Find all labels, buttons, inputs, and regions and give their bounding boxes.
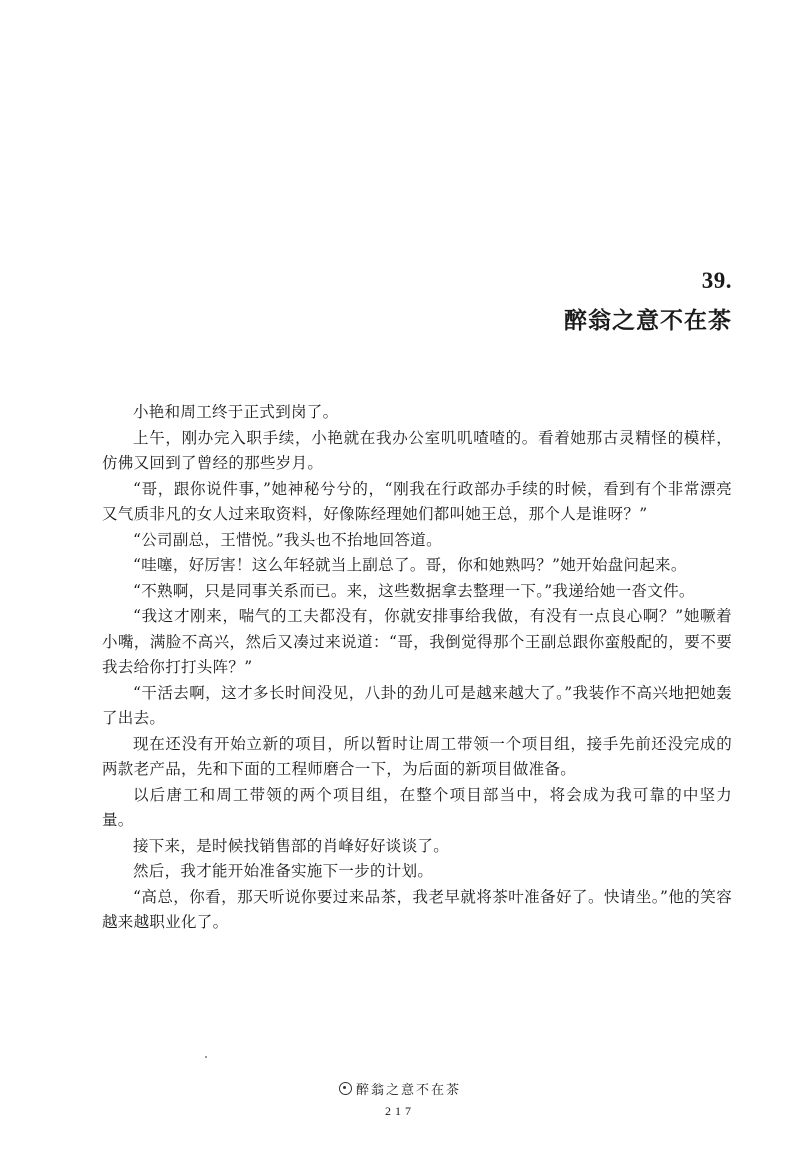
paragraph: “高总，你看，那天听说你要过来品茶，我老早就将茶叶准备好了。快请坐。”他的笑容越来越职业化了。: [102, 887, 732, 931]
paragraph: “干活去啊，这才多长时间没见，八卦的劲儿可是越来越大了。”我装作不高兴地把她轰了出去。: [102, 683, 732, 727]
running-title: 醉翁之意不在茶: [355, 1083, 461, 1098]
paragraph: “哇噻，好厉害！这么年轻就当上副总了。哥，你和她熟吗？”她开始盘问起来。: [133, 556, 687, 574]
running-footer: [0, 1079, 800, 1098]
paragraph: 接下来，是时候找销售部的肖峰好好谈谈了。: [133, 836, 450, 855]
paragraph: 上午，刚办完入职手续，小艳就在我办公室叽叽喳喳的。看着她那古灵精怪的模样，仿佛又回到了曾经的那些岁月。: [102, 428, 732, 472]
paragraph: 以后唐工和周工带领的两个项目组，在整个项目部当中，将会成为我可靠的中坚力量。: [102, 785, 732, 829]
paragraph: “我这才刚来，喘气的工夫都没有，你就安排事给我做，有没有一点良心啊？”她噘着小嘴，满脸不高兴，然后又凑过来说道：“哥，我倒觉得那个王副总跟你蛮般配的，要不要我去给你打打头阵？”: [102, 607, 732, 676]
paragraph: 现在还没有开始立新的项目，所以暂时让周工带领一个项目组，接手先前还没完成的两款老产品，先和下面的工程师磨合一下，为后面的新项目做准备。: [102, 734, 732, 778]
chapter-number: 39.: [701, 268, 732, 293]
page-number: 217: [385, 1104, 415, 1118]
paragraph: 小艳和周工终于正式到岗了。: [133, 403, 339, 421]
paragraph: “公司副总，王惜悦。”我头也不抬地回答道。: [133, 530, 442, 549]
chapter-title: 醉翁之意不在茶: [564, 307, 732, 334]
body-text: [102, 400, 732, 936]
scan-speck: [205, 1056, 207, 1058]
paragraph: 然后，我才能开始准备实施下一步的计划。: [133, 862, 434, 880]
footer-seal-icon: [339, 1082, 352, 1095]
paragraph: “哥，跟你说件事，”她神秘兮兮的，“刚我在行政部办手续的时候，看到有个非常漂亮又气质非凡的女人过来取资料，好像陈经理她们都叫她王总，那个人是谁呀？”: [102, 479, 732, 523]
paragraph: “不熟啊，只是同事关系而已。来，这些数据拿去整理一下。”我递给她一沓文件。: [133, 581, 695, 600]
